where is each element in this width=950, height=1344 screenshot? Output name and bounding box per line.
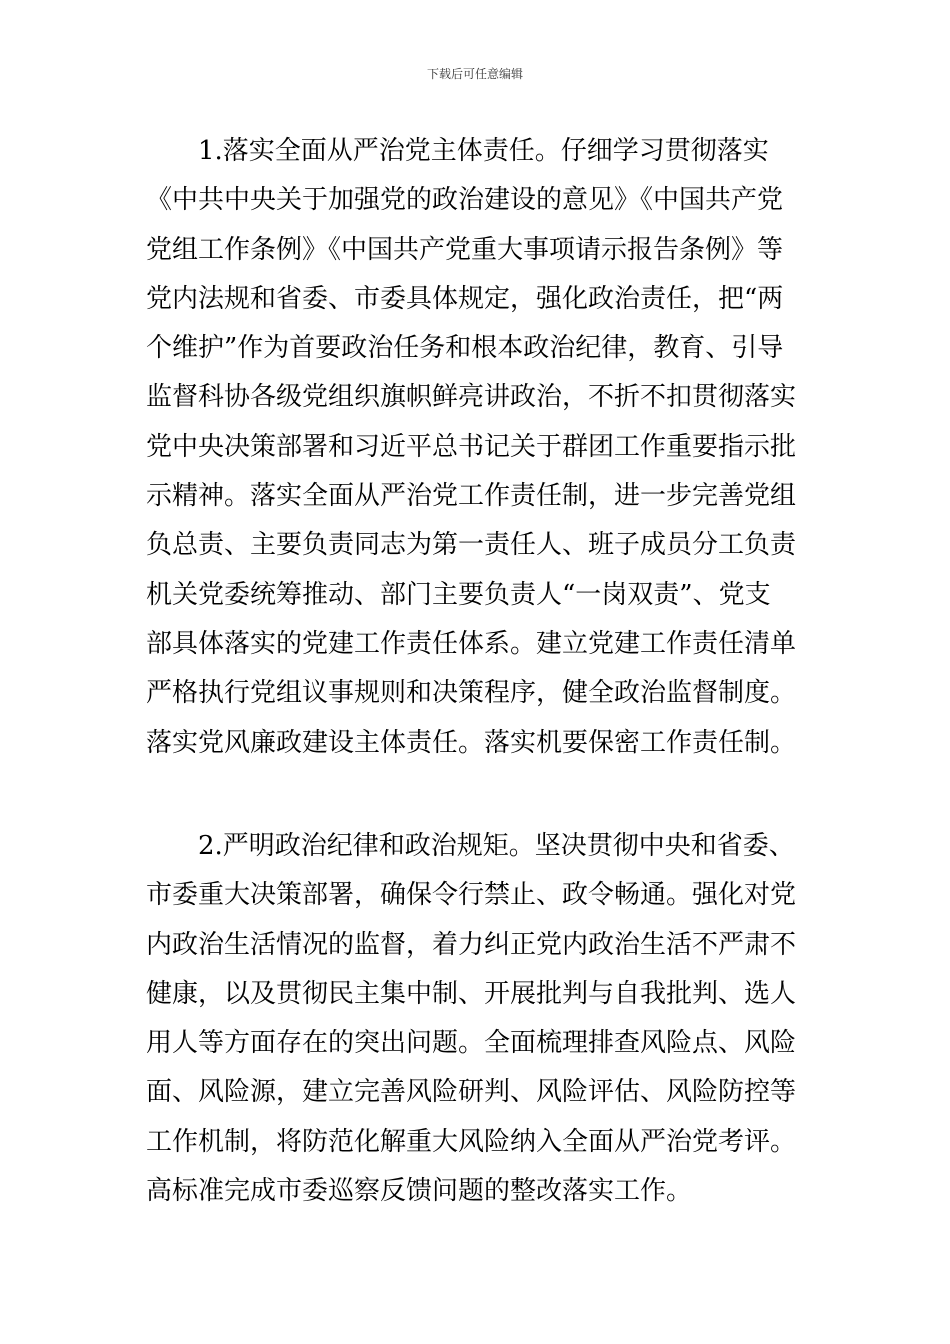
- paragraph-2: [146, 822, 808, 1216]
- paragraph-line: 监督科协各级党组织旗帜鲜亮讲政治，不折不扣贯彻落实: [146, 382, 797, 413]
- paragraph-line: 内政治生活情况的监督，着力纠正党内政治生活不严肃不: [146, 929, 797, 960]
- paragraph-line: 1.落实全面从严治党主体责任。仔细学习贯彻落实: [198, 136, 769, 166]
- page-header-note: 下载后可任意编辑: [426, 67, 523, 81]
- paragraph-line: 《中共中央关于加强党的政治建设的意见》《中国共产党: [146, 185, 784, 216]
- paragraph-1: [146, 127, 808, 768]
- paragraph-line: 党内法规和省委、市委具体规定，强化政治责任，把“两: [146, 283, 784, 314]
- paragraph-line: 面、风险源，建立完善风险研判、风险评估、风险防控等: [146, 1077, 797, 1108]
- paragraph-line: 示精神。落实全面从严治党工作责任制，进一步完善党组: [146, 481, 797, 512]
- paragraph-line: 高标准完成市委巡察反馈问题的整改落实工作。: [146, 1176, 693, 1207]
- paragraph-line: 2.严明政治纪律和政治规矩。坚决贯彻中央和省委、: [198, 831, 795, 861]
- paragraph-line: 严格执行党组议事规则和决策程序，健全政治监督制度。: [146, 678, 797, 709]
- paragraph-line: 负总责、主要负责同志为第一责任人、班子成员分工负责: [146, 530, 797, 561]
- paragraph-line: 党中央决策部署和习近平总书记关于群团工作重要指示批: [146, 431, 797, 462]
- paragraph-line: 用人等方面存在的突出问题。全面梳理排查风险点、风险: [146, 1028, 797, 1059]
- paragraph-line: 健康，以及贯彻民主集中制、开展批判与自我批判、选人: [146, 978, 797, 1009]
- paragraph-line: 落实党风廉政建设主体责任。落实机要保密工作责任制。: [146, 727, 797, 758]
- paragraph-line: 工作机制，将防范化解重大风险纳入全面从严治党考评。: [146, 1126, 797, 1157]
- paragraph-line: 党组工作条例》《中国共产党重大事项请示报告条例》等: [146, 234, 784, 265]
- paragraph-line: 部具体落实的党建工作责任体系。建立党建工作责任清单: [146, 628, 797, 659]
- paragraph-line: 市委重大决策部署，确保令行禁止、政令畅通。强化对党: [146, 880, 797, 911]
- paragraph-line: 机关党委统筹推动、部门主要负责人“一岗双责”、党支: [146, 579, 771, 610]
- paragraph-line: 个维护”作为首要政治任务和根本政治纪律，教育、引导: [146, 333, 784, 364]
